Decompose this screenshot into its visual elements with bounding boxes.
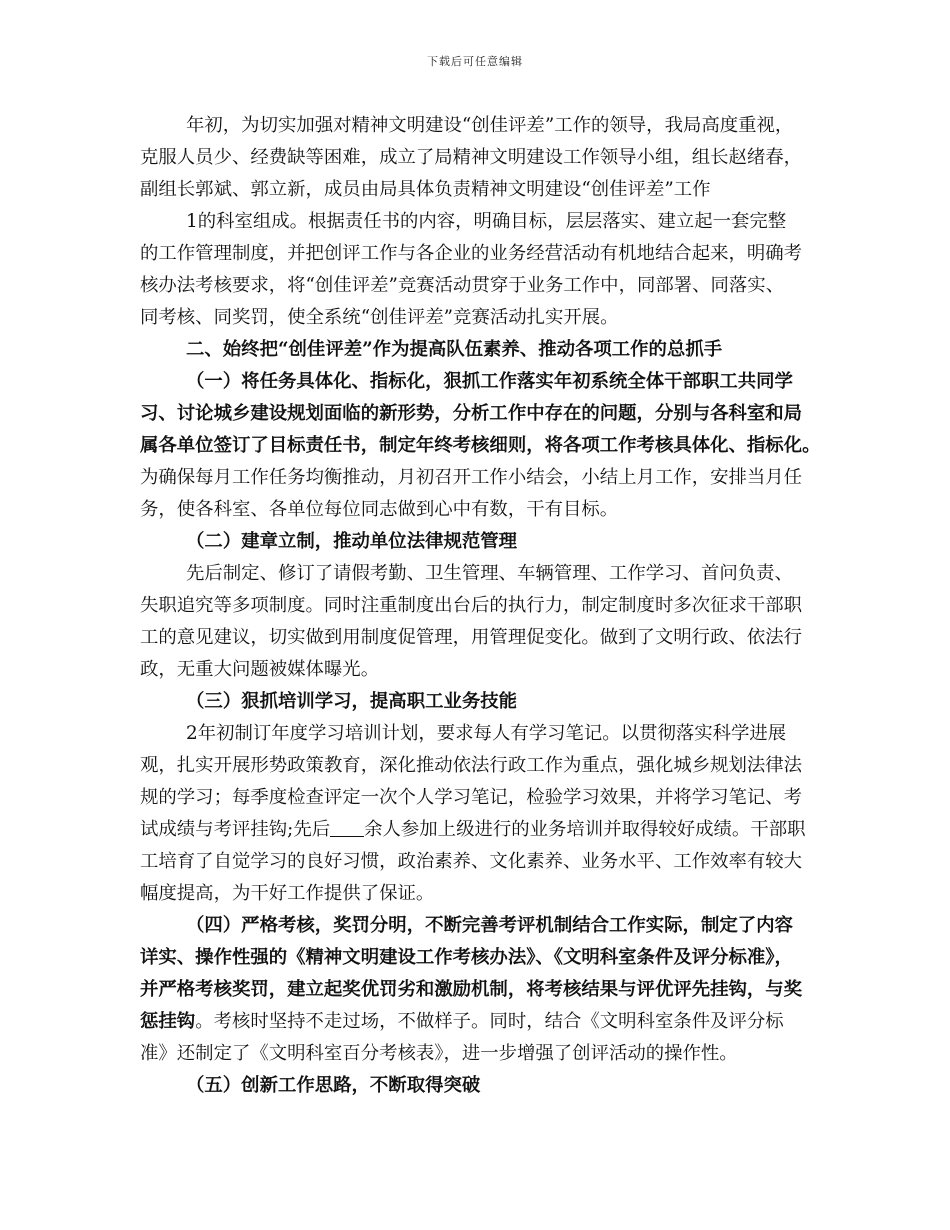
section-heading: 二、始终把“创佳评差”作为提高队伍素养、推动各项工作的总抓手 [186,339,723,360]
text-line: （一）将任务具体化、指标化，狠抓工作落实年初系统全体干部职工共同学 [186,371,793,392]
text-segment: 。考核时坚持不走过场，不做样子。同时，结合《文明科室条件及评分标 [195,1011,784,1032]
subsection-heading: （三）狠抓培训学习，提高职工业务技能 [186,691,518,712]
text-line: 2年初制订年度学习培训计划，要求每人有学习笔记。以贯彻落实科学进展 [186,723,787,744]
text-line: 习、讨论城乡建设规划面临的新形势，分析工作中存在的问题，分别与各科室和局 [140,403,803,424]
text-line: 年初，为切实加强对精神文明建设“创佳评差”工作的领导，我局高度重视， [186,115,794,136]
text-line: 并严格考核奖罚，建立起奖优罚劣和激励机制，将考核结果与评优评先挂钩，与奖 [140,979,803,1000]
text-line: 规的学习；每季度检查评定一次个人学习笔记，检验学习效果，并将学习笔记、考 [140,787,803,808]
text-segment-bold: 惩挂钩 [140,1011,196,1032]
text-line: 为确保每月工作任务均衡推动，月初召开工作小结会，小结上月工作，安排当月任 [140,467,803,488]
text-line: 政，无重大问题被媒体曝光。 [140,659,380,680]
text-line: 幅度提高，为干好工作提供了保证。 [140,883,435,904]
text-segment: 试成绩与考评挂钩;先后 [140,819,331,840]
text-line: 详实、操作性强的《精神文明建设工作考核办法》、《文明科室条件及评分标准》， [140,947,793,968]
text-line: 准》还制定了《文明科室百分考核表》，进一步增强了创评活动的操作性。 [140,1043,738,1064]
blank-underline [330,822,364,837]
text-line: 先后制定、修订了请假考勤、卫生管理、车辆管理、工作学习、首问负责、 [186,563,793,584]
text-line: 的工作管理制度，并把创评工作与各企业的业务经营活动有机地结合起来，明确考 [140,243,803,264]
text-line: 核办法考核要求，将“创佳评差”竞赛活动贯穿于业务工作中，同部署、同落实、 [140,275,785,296]
text-line: 同考核、同奖罚，使全系统“创佳评差”竞赛活动扎实开展。 [140,307,619,328]
page-header: 下载后可任意编辑 [427,55,523,68]
text-line [140,818,806,842]
text-line: 失职追究等多项制度。同时注重制度出台后的执行力，制定制度时多次征求干部职 [140,595,803,616]
text-line: 务，使各科室、各单位每位同志做到心中有数，干有目标。 [140,499,619,520]
text-line: 副组长郭斌、郭立新，成员由局具体负责精神文明建设“创佳评差”工作 [140,179,711,200]
text-segment: 余人参加上级进行的业务培训并取得较好成绩。干部职 [364,819,806,840]
text-line: 观，扎实开展形势政策教育，深化推动依法行政工作为重点，强化城乡规划法律法 [140,755,803,776]
text-line: 克服人员少、经费缺等困难，成立了局精神文明建设工作领导小组，组长赵绪春， [140,147,803,168]
text-line: 1的科室组成。根据责任书的内容，明确目标，层层落实、建立起一套完整 [186,211,787,232]
text-line: 工的意见建议，切实做到用制度促管理，用管理促变化。做到了文明行政、依法行 [140,627,803,648]
text-line [140,1010,784,1034]
text-line: 工培育了自觉学习的良好习惯，政治素养、文化素养、业务水平、工作效率有较大 [140,851,803,872]
text-line: 属各单位签订了目标责任书，制定年终考核细则，将各项工作考核具体化、指标化。 [140,435,821,456]
text-line: （四）严格考核，奖罚分明，不断完善考评机制结合工作实际，制定了内容 [186,915,793,936]
subsection-heading: （二）建章立制，推动单位法律规范管理 [186,531,518,552]
subsection-heading: （五）创新工作思路，不断取得突破 [186,1075,481,1096]
